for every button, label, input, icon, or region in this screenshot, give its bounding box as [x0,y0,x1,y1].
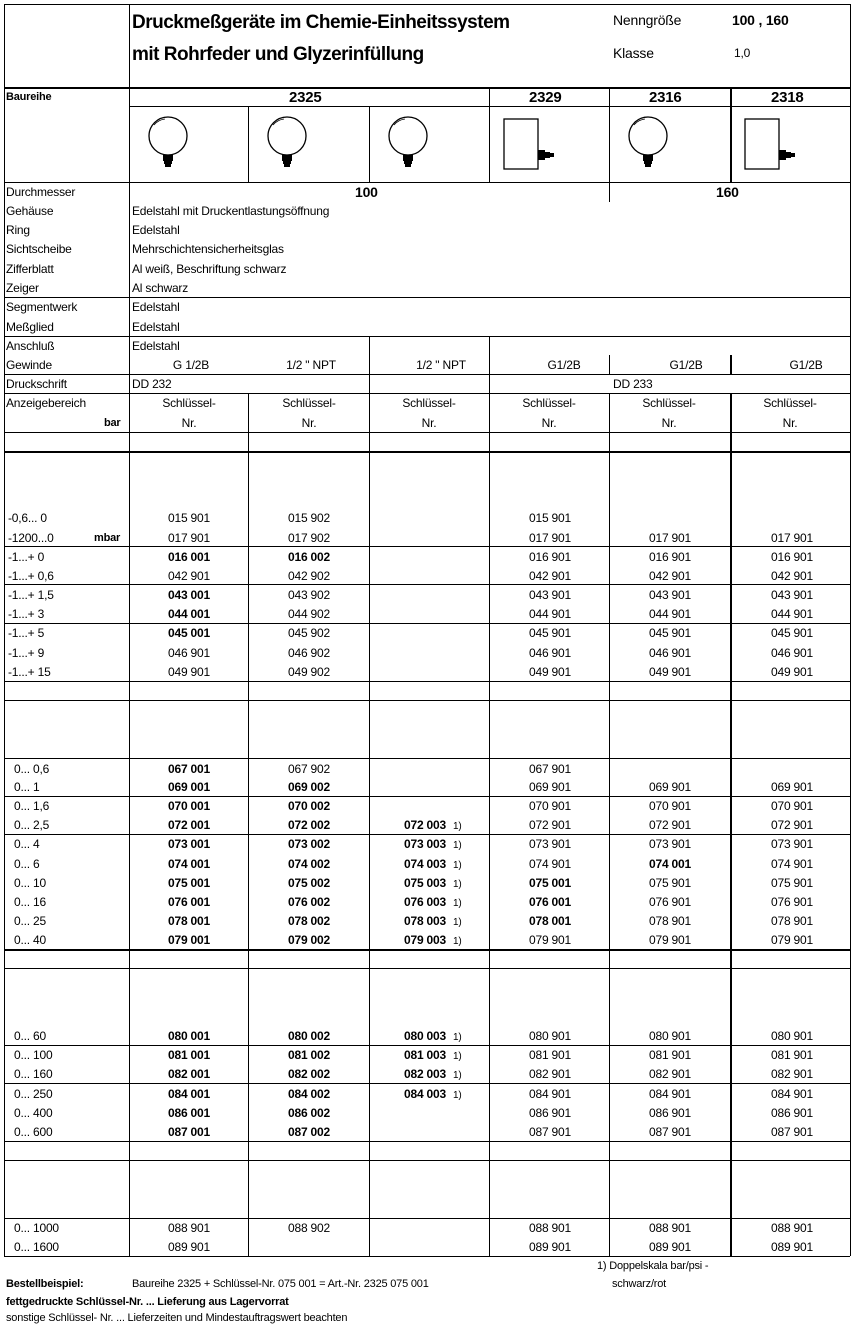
key-number: 089 901 [168,1240,210,1254]
rule-vertical [369,336,370,374]
range-label: -1...+ 15 [8,665,51,679]
range-label: 0... 600 [14,1125,53,1139]
key-number: 080 901 [771,1029,813,1043]
rule-horizontal [4,297,850,298]
range-label: 0... 100 [14,1048,53,1062]
key-number: 046 902 [288,646,330,660]
key-number: 043 901 [649,588,691,602]
range-label: -1...+ 5 [8,626,45,640]
rule-horizontal [4,182,850,183]
key-number: 088 902 [288,1221,330,1235]
series-2325: 2325 [289,89,322,106]
key-header-line-2: Nr. [421,416,437,430]
range-label: -1200...0 [8,531,54,545]
rule-horizontal [4,834,850,835]
key-number: 082 901 [529,1067,571,1081]
druckschrift-dd233: DD 233 [613,377,653,391]
key-number: 016 901 [771,550,813,564]
key-number: 076 901 [771,895,813,909]
key-number: 067 901 [529,762,571,776]
key-number: 046 901 [168,646,210,660]
key-number: 079 003 [404,933,446,947]
nenngroesse-label: Nenngröße [613,12,682,28]
bestellbeispiel-text: Baureihe 2325 + Schlüssel-Nr. 075 001 = Art.-Nr. 2325 075 001 [132,1278,429,1290]
key-number: 043 001 [168,588,210,602]
key-number: 081 901 [649,1048,691,1062]
key-number: 078 002 [288,914,330,928]
gewinde-cell: 1/2 " NPT [416,358,466,372]
key-number: 087 901 [649,1125,691,1139]
rule-horizontal [4,546,850,547]
gewinde-cell: 1/2 " NPT [286,358,336,372]
klasse-value: 1,0 [734,46,751,60]
key-number: 043 901 [529,588,571,602]
rule-vertical [248,106,249,182]
key-number: 073 001 [168,837,210,851]
key-number: 084 901 [771,1087,813,1101]
key-number: 087 002 [288,1125,330,1139]
key-number: 016 901 [529,550,571,564]
key-number: 078 003 [404,914,446,928]
rule-horizontal [4,451,850,453]
key-number: 087 001 [168,1125,210,1139]
key-number: 049 902 [288,665,330,679]
key-number: 069 901 [649,780,691,794]
range-label: 0... 1,6 [14,799,50,813]
key-number: 074 001 [649,857,691,871]
footnote-line-2: schwarz/rot [612,1278,667,1290]
durchmesser-100: 100 [355,184,378,200]
key-number: 069 901 [771,780,813,794]
key-number: 070 001 [168,799,210,813]
gauge-bottom-connection-icon [385,113,435,175]
spec-value: Edelstahl [132,339,180,353]
rule-horizontal [4,584,850,585]
gewinde-cell: G1/2B [789,358,823,372]
rule-horizontal [4,393,850,394]
key-number: 072 901 [529,818,571,832]
rule-horizontal [4,623,850,624]
key-number: 074 001 [168,857,210,871]
key-number: 079 002 [288,933,330,947]
key-number: 076 901 [649,895,691,909]
range-label: 0... 0,6 [14,762,50,776]
rule-horizontal [4,374,850,375]
key-number: 044 001 [168,607,210,621]
gauge-back-connection-icon [502,117,562,173]
key-number: 084 901 [649,1087,691,1101]
key-header-line-2: Nr. [661,416,677,430]
spec-value: Mehrschichtensicherheitsglas [132,242,284,256]
footnote-marker: 1) [453,1032,462,1043]
rule-horizontal [4,432,850,433]
key-number: 017 902 [288,531,330,545]
stock-note: fettgedruckte Schlüssel-Nr. ... Lieferung aus Lagervorrat [6,1296,289,1308]
key-number: 069 901 [529,780,571,794]
key-number: 045 901 [529,626,571,640]
key-number: 046 901 [529,646,571,660]
range-label: 0... 160 [14,1067,53,1081]
range-unit: mbar [94,532,121,544]
key-number: 070 901 [771,799,813,813]
range-label: -1...+ 0 [8,550,45,564]
key-number: 075 901 [649,876,691,890]
key-number: 074 003 [404,857,446,871]
key-number: 082 003 [404,1067,446,1081]
key-number: 080 901 [529,1029,571,1043]
key-header-line-2: Nr. [301,416,317,430]
key-number: 042 901 [771,569,813,583]
key-number: 087 901 [771,1125,813,1139]
rule-vertical [609,88,610,182]
rule-horizontal [4,4,850,5]
key-number: 045 001 [168,626,210,640]
key-number: 081 901 [529,1048,571,1062]
gauge-bottom-connection-icon [625,113,675,175]
key-number: 049 901 [529,665,571,679]
key-number: 078 001 [529,914,571,928]
rule-horizontal [4,1045,850,1046]
range-label: 0... 60 [14,1029,46,1043]
rule-vertical [369,106,370,182]
key-number: 079 901 [649,933,691,947]
key-number: 079 001 [168,933,210,947]
key-number: 080 001 [168,1029,210,1043]
key-number: 084 002 [288,1087,330,1101]
footnote-line-1: 1) Doppelskala bar/psi - [597,1260,709,1272]
key-number: 089 901 [649,1240,691,1254]
key-number: 070 002 [288,799,330,813]
key-number: 015 901 [168,511,210,525]
range-label: -1...+ 9 [8,646,45,660]
rule-vertical [609,182,610,202]
spec-value: Al schwarz [132,281,189,295]
key-number: 081 002 [288,1048,330,1062]
gauge-back-connection-icon [743,117,803,173]
key-number: 078 901 [649,914,691,928]
rule-vertical [730,88,732,182]
key-number: 086 901 [649,1106,691,1120]
range-label: 0... 1600 [14,1240,59,1254]
key-number: 070 901 [649,799,691,813]
footnote-marker: 1) [453,821,462,832]
key-number: 045 902 [288,626,330,640]
key-number: 081 001 [168,1048,210,1062]
rule-horizontal [4,949,850,951]
range-label: 0... 4 [14,837,40,851]
key-number: 043 902 [288,588,330,602]
rule-horizontal [4,336,850,337]
footnote-marker: 1) [453,1090,462,1101]
key-number: 089 901 [771,1240,813,1254]
gewinde-cell: G1/2B [547,358,581,372]
key-number: 084 901 [529,1087,571,1101]
key-header-line-1: Schlüssel- [522,396,576,410]
key-number: 049 901 [168,665,210,679]
rule-vertical [369,393,370,1256]
key-number: 086 001 [168,1106,210,1120]
gauge-bottom-connection-icon [264,113,314,175]
key-number: 086 002 [288,1106,330,1120]
key-number: 073 901 [529,837,571,851]
rule-horizontal [4,796,850,797]
rule-horizontal [4,1160,850,1161]
key-number: 076 001 [529,895,571,909]
spec-label: Sichtscheibe [6,242,72,256]
nenngroesse-value: 100 , 160 [732,12,789,28]
footnote-marker: 1) [453,1051,462,1062]
key-number: 017 901 [771,531,813,545]
footnote-marker: 1) [453,860,462,871]
rule-horizontal [4,681,850,682]
range-label: 0... 1000 [14,1221,59,1235]
durchmesser-label: Durchmesser [6,185,76,199]
key-number: 072 001 [168,818,210,832]
key-number: 075 001 [168,876,210,890]
key-number: 082 901 [771,1067,813,1081]
rule-horizontal [4,758,850,759]
spec-label: Anschluß [6,339,55,353]
key-number: 016 901 [649,550,691,564]
key-number: 075 003 [404,876,446,890]
spec-label: Segmentwerk [6,300,78,314]
rule-horizontal [4,968,850,969]
range-label: 0... 1 [14,780,40,794]
key-number: 075 001 [529,876,571,890]
rule-vertical [129,4,130,88]
range-label: 0... 6 [14,857,40,871]
key-number: 081 003 [404,1048,446,1062]
key-number: 069 001 [168,780,210,794]
key-number: 076 001 [168,895,210,909]
key-number: 082 901 [649,1067,691,1081]
rule-horizontal [4,1256,850,1257]
rule-vertical [369,374,370,393]
key-number: 046 901 [649,646,691,660]
key-number: 086 901 [529,1106,571,1120]
range-label: 0... 25 [14,914,46,928]
key-header-line-1: Schlüssel- [763,396,817,410]
range-label: -1...+ 1,5 [8,588,54,602]
key-number: 017 901 [649,531,691,545]
series-2316: 2316 [649,89,682,106]
rule-vertical [850,4,851,1256]
key-number: 076 002 [288,895,330,909]
rule-horizontal [4,1083,850,1084]
key-number: 084 001 [168,1087,210,1101]
lead-time-note: sonstige Schlüssel- Nr. ... Lieferzeiten und Mindestauftragswert beachten [6,1312,348,1324]
key-number: 073 002 [288,837,330,851]
range-label: -1...+ 0,6 [8,569,54,583]
key-number: 042 901 [649,569,691,583]
gewinde-cell: G1/2B [669,358,703,372]
key-number: 073 901 [771,837,813,851]
anzeigebereich-unit: bar [104,417,121,429]
key-number: 079 901 [529,933,571,947]
key-number: 087 901 [529,1125,571,1139]
footnote-marker: 1) [453,917,462,928]
range-label: -1...+ 3 [8,607,45,621]
footnote-marker: 1) [453,879,462,890]
rule-vertical [609,393,610,1256]
key-number: 074 901 [529,857,571,871]
key-number: 086 901 [771,1106,813,1120]
key-number: 088 901 [649,1221,691,1235]
range-label: 0... 16 [14,895,46,909]
key-number: 089 901 [529,1240,571,1254]
key-number: 015 901 [529,511,571,525]
spec-value: Al weiß, Beschriftung schwarz [132,262,287,276]
key-number: 070 901 [529,799,571,813]
key-number: 084 003 [404,1087,446,1101]
key-number: 072 901 [649,818,691,832]
key-number: 049 901 [649,665,691,679]
range-label: 0... 2,5 [14,818,50,832]
spec-value: Edelstahl [132,223,180,237]
key-number: 075 901 [771,876,813,890]
key-number: 088 901 [529,1221,571,1235]
key-number: 081 901 [771,1048,813,1062]
baureihe-label: Baureihe [6,91,52,103]
key-number: 044 902 [288,607,330,621]
key-number: 082 001 [168,1067,210,1081]
footnote-marker: 1) [453,840,462,851]
footnote-marker: 1) [453,936,462,947]
spec-label: Meßglied [6,320,54,334]
key-number: 078 001 [168,914,210,928]
spec-label: Gehäuse [6,204,54,218]
range-label: 0... 10 [14,876,46,890]
key-number: 042 902 [288,569,330,583]
key-header-line-1: Schlüssel- [402,396,456,410]
gewinde-label: Gewinde [6,358,52,372]
anzeigebereich-label: Anzeigebereich [6,396,86,410]
rule-vertical [129,88,130,1256]
series-2329: 2329 [529,89,562,106]
key-number: 044 901 [771,607,813,621]
key-number: 088 901 [168,1221,210,1235]
durchmesser-160: 160 [716,184,739,200]
key-number: 075 002 [288,876,330,890]
key-number: 073 003 [404,837,446,851]
key-number: 016 001 [168,550,210,564]
key-number: 076 003 [404,895,446,909]
key-number: 043 901 [771,588,813,602]
rule-vertical [730,393,732,1256]
key-number: 015 902 [288,511,330,525]
key-number: 088 901 [771,1221,813,1235]
druckschrift-label: Druckschrift [6,377,67,391]
rule-vertical [489,88,490,182]
rule-horizontal [4,1218,850,1219]
key-header-line-1: Schlüssel- [162,396,216,410]
spec-label: Zeiger [6,281,39,295]
title-line-1: Druckmeßgeräte im Chemie-Einheitssystem [132,12,510,33]
key-number: 045 901 [649,626,691,640]
rule-horizontal [4,87,850,89]
key-number: 045 901 [771,626,813,640]
key-header-line-2: Nr. [782,416,798,430]
spec-value: Edelstahl [132,320,180,334]
key-number: 044 901 [649,607,691,621]
rule-vertical [489,393,490,1256]
key-number: 080 901 [649,1029,691,1043]
key-number: 072 002 [288,818,330,832]
key-header-line-2: Nr. [181,416,197,430]
key-number: 017 901 [529,531,571,545]
key-number: 078 901 [771,914,813,928]
gauge-bottom-connection-icon [145,113,195,175]
range-label: -0,6... 0 [8,511,47,525]
key-number: 016 002 [288,550,330,564]
key-number: 074 901 [771,857,813,871]
range-label: 0... 400 [14,1106,53,1120]
spec-label: Ring [6,223,30,237]
gewinde-cell: G 1/2B [172,358,210,372]
series-2318: 2318 [771,89,804,106]
key-number: 042 901 [168,569,210,583]
key-number: 049 901 [771,665,813,679]
key-number: 079 901 [771,933,813,947]
key-number: 074 002 [288,857,330,871]
key-number: 080 003 [404,1029,446,1043]
rule-vertical [4,4,5,1256]
key-number: 042 901 [529,569,571,583]
range-label: 0... 250 [14,1087,53,1101]
key-number: 073 901 [649,837,691,851]
bestellbeispiel-label: Bestellbeispiel: [6,1278,84,1290]
title-line-2: mit Rohrfeder und Glyzerinfüllung [132,44,424,65]
key-header-line-1: Schlüssel- [642,396,696,410]
key-header-line-2: Nr. [541,416,557,430]
spec-label: Zifferblatt [6,262,54,276]
key-number: 067 001 [168,762,210,776]
spec-value: Edelstahl mit Druckentlastungsöffnung [132,204,330,218]
klasse-label: Klasse [613,45,654,61]
key-header-line-1: Schlüssel- [282,396,336,410]
key-number: 072 003 [404,818,446,832]
key-number: 044 901 [529,607,571,621]
key-number: 069 002 [288,780,330,794]
druckschrift-dd232: DD 232 [132,377,172,391]
key-number: 046 901 [771,646,813,660]
range-label: 0... 40 [14,933,46,947]
footnote-marker: 1) [453,898,462,909]
rule-vertical [248,393,249,1256]
key-number: 080 002 [288,1029,330,1043]
key-number: 072 901 [771,818,813,832]
key-number: 017 901 [168,531,210,545]
spec-value: Edelstahl [132,300,180,314]
rule-horizontal [4,700,850,701]
key-number: 067 902 [288,762,330,776]
rule-horizontal [4,1141,850,1142]
footnote-marker: 1) [453,1070,462,1081]
key-number: 082 002 [288,1067,330,1081]
rule-vertical [489,374,490,393]
